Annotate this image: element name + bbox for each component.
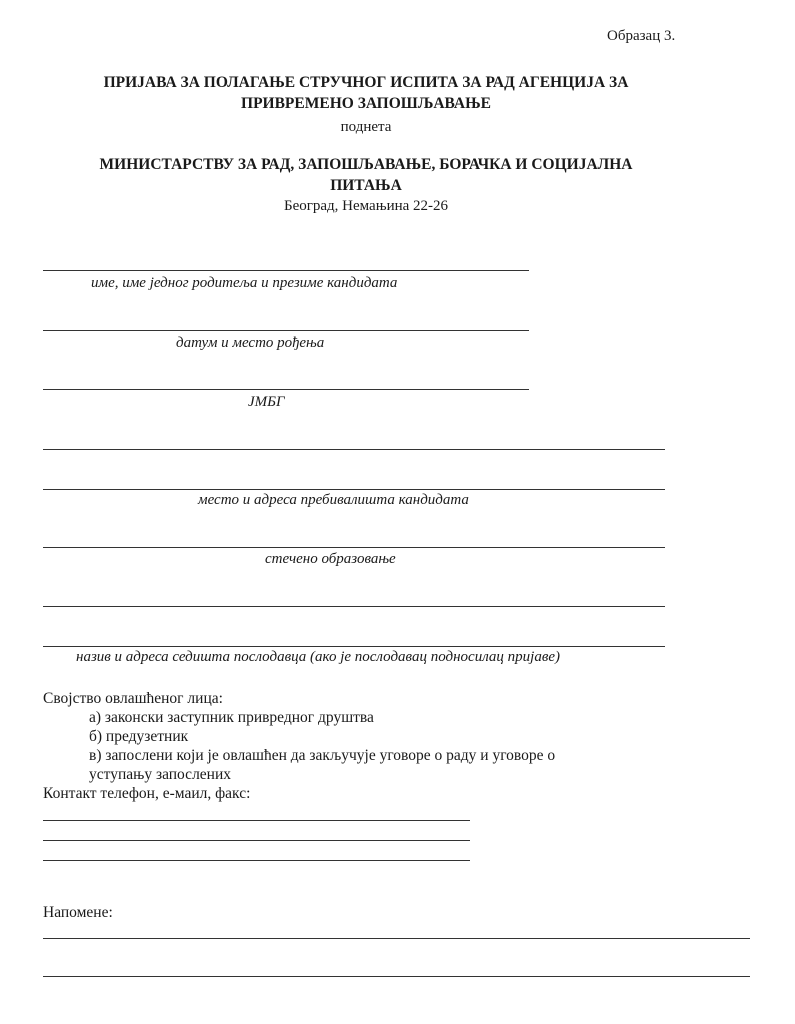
notes-label: Напомене: <box>43 904 113 921</box>
authorized-option-a: а) законски заступник привредног друштва <box>89 709 374 726</box>
authorized-label: Својство овлашћеног лица: <box>43 690 223 707</box>
birth-field-line[interactable] <box>43 330 529 331</box>
submitted-label: поднета <box>340 119 392 135</box>
authorized-option-b: б) предузетник <box>89 728 189 745</box>
notes-line-1[interactable] <box>43 938 750 939</box>
ministry-line-2: ПИТАЊА <box>330 177 402 194</box>
birth-field-caption: датум и место рођења <box>176 335 325 351</box>
employer-field-line-1[interactable] <box>43 606 665 607</box>
authorized-option-c-cont: уступању запослених <box>89 766 232 783</box>
employer-field-caption: назив и адреса седишта послодавца (ако је послодавац подносилац пријаве) <box>76 649 560 665</box>
residence-field-line-2[interactable] <box>43 489 665 490</box>
title-line-1: ПРИЈАВА ЗА ПОЛАГАЊЕ СТРУЧНОГ ИСПИТА ЗА РАД АГЕНЦИЈА ЗА <box>103 74 629 91</box>
education-field-line[interactable] <box>43 547 665 548</box>
contact-line-3[interactable] <box>43 860 470 861</box>
ministry-address: Београд, Немањина 22-26 <box>283 198 449 214</box>
residence-field-line-1[interactable] <box>43 449 665 450</box>
authorized-option-c: в) запослени који је овлашћен да закључује уговоре о раду и уговоре о <box>89 747 556 764</box>
education-field-caption: стечено образовање <box>265 551 396 567</box>
employer-field-line-2[interactable] <box>43 646 665 647</box>
form-number: Образац 3. <box>607 28 676 44</box>
name-field-line[interactable] <box>43 270 529 271</box>
contact-label: Контакт телефон, е-маил, факс: <box>43 785 251 802</box>
jmbg-field-line[interactable] <box>43 389 529 390</box>
residence-field-caption: место и адреса пребивалишта кандидата <box>198 492 469 508</box>
jmbg-field-caption: ЈМБГ <box>248 394 285 410</box>
contact-line-1[interactable] <box>43 820 470 821</box>
title-line-2: ПРИВРЕМЕНО ЗАПОШЉАВАЊЕ <box>241 95 491 112</box>
name-field-caption: име, име једног родитеља и презиме кандидата <box>91 275 398 291</box>
notes-line-2[interactable] <box>43 976 750 977</box>
ministry-line-1: МИНИСТАРСТВУ ЗА РАД, ЗАПОШЉАВАЊЕ, БОРАЧКА И СОЦИЈАЛНА <box>99 156 633 173</box>
contact-line-2[interactable] <box>43 840 470 841</box>
